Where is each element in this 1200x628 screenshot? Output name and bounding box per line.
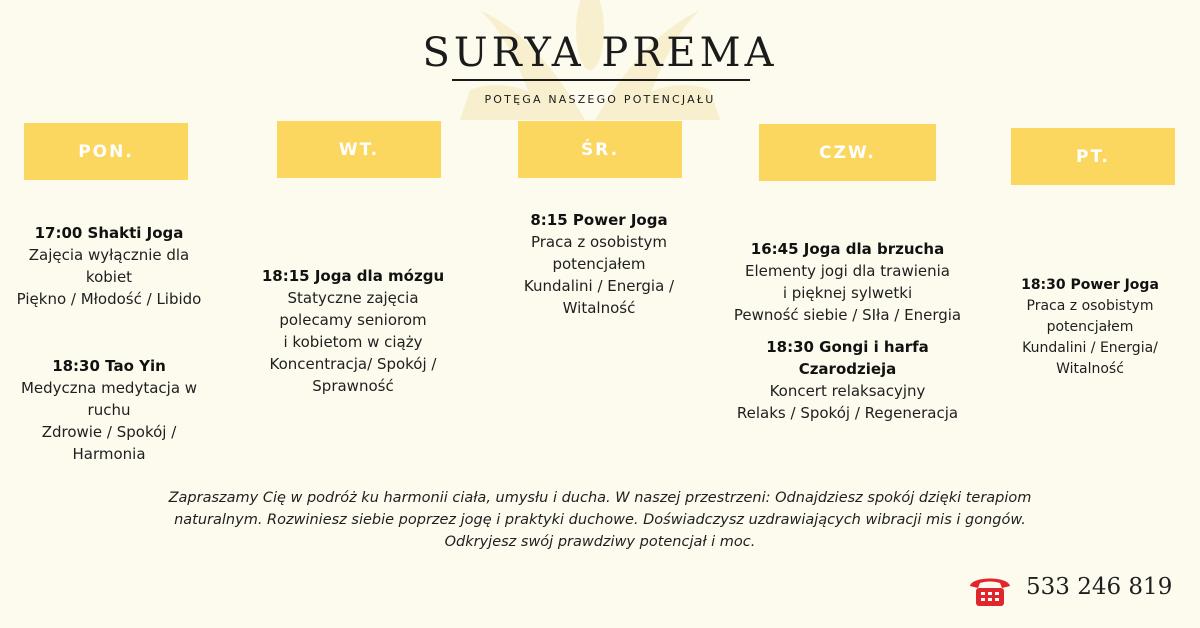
class-benefits: Kundalini / Energia/ [1022, 340, 1158, 356]
class-description: Zajęcia wyłącznie dla [28, 246, 190, 264]
class-description: Statyczne zajęcia [287, 289, 419, 307]
phone-number[interactable]: 533 246 819 [1026, 574, 1173, 600]
class-benefits: Harmonia [72, 445, 146, 463]
class-description: potencjałem [1046, 319, 1134, 335]
class-title: 18:30 Tao Yin [52, 357, 166, 375]
schedule-column-thu [720, 238, 975, 424]
class-benefits: Zdrowie / Spokój / [41, 423, 177, 441]
class-description: i pięknej sylwetki [782, 284, 913, 302]
class-description: Praca z osobistym [1026, 298, 1154, 314]
day-header-tue: WT. [277, 121, 441, 178]
class-benefits: Relaks / Spokój / Regeneracja [736, 404, 959, 422]
invitation-text [60, 487, 1140, 553]
class-description: Medyczna medytacja w [20, 379, 198, 397]
class-benefits: Piękno / Młodość / Libido [16, 290, 202, 308]
brand-tagline: POTĘGA NASZEGO POTENCJAŁU [484, 93, 716, 106]
class-title: 18:30 Power Joga [1021, 277, 1159, 293]
invitation-line: Zapraszamy Cię w podróż ku harmonii ciała, umysłu i ducha. W naszej przestrzeni: Odnajdziesz spokój dzięki terapiom [168, 490, 1032, 506]
day-header-mon: PON. [24, 123, 188, 180]
day-header-thu: CZW. [759, 124, 936, 181]
class-description: i kobietom w ciąży [283, 333, 423, 351]
invitation-line: Odkryjesz swój prawdziwy potencjał i moc. [444, 534, 756, 550]
class-title: 17:00 Shakti Joga [34, 224, 184, 242]
day-header-wed: ŚR. [518, 121, 682, 178]
day-header-fri: PT. [1011, 128, 1175, 185]
schedule-column-wed [494, 209, 704, 319]
class-benefits: Witalność [562, 299, 636, 317]
class-title: 8:15 Power Joga [530, 211, 668, 229]
class-title: 18:15 Joga dla mózgu [261, 267, 445, 285]
class-title: 16:45 Joga dla brzucha [750, 240, 945, 258]
class-description: kobiet [85, 268, 133, 286]
class-benefits: Pewność siebie / SIła / Energia [733, 306, 962, 324]
class-benefits: Koncentracja/ Spokój / [269, 355, 437, 373]
class-benefits: Witalność [1056, 361, 1124, 377]
invitation-line: naturalnym. Rozwiniesz siebie poprzez jogę i praktyki duchowe. Doświadczysz uzdrawiających wibracji mis i gongów. [174, 512, 1026, 528]
schedule-column-fri [990, 275, 1190, 380]
class-description: Praca z osobistym [530, 233, 668, 251]
class-description: ruchu [87, 401, 131, 419]
brand-name: SURYA PREMA [422, 30, 778, 76]
class-title: Czarodzieja [798, 360, 897, 378]
schedule-column-tue [248, 265, 458, 397]
class-description: Elementy jogi dla trawienia [745, 262, 950, 280]
class-description: potencjałem [552, 255, 646, 273]
schedule-column-mon [0, 222, 218, 465]
class-benefits: Kundalini / Energia / [523, 277, 675, 295]
class-title: 18:30 Gongi i harfa [766, 338, 929, 356]
class-benefits: Sprawność [312, 377, 394, 395]
telephone-icon [966, 572, 1014, 608]
brand-underline [452, 79, 750, 81]
class-description: Koncert relaksacyjny [769, 382, 926, 400]
class-description: polecamy seniorom [279, 311, 427, 329]
